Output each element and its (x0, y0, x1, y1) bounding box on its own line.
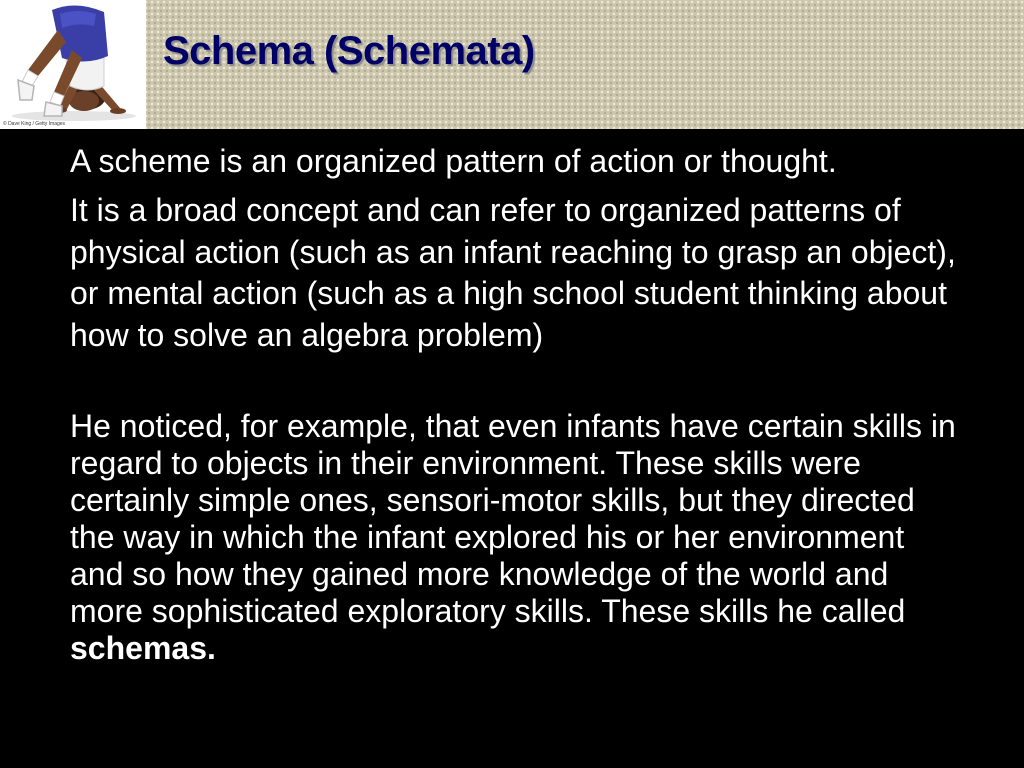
photo-credit: © Dave King / Getty Images (3, 121, 66, 127)
paragraph-infant-skills (70, 408, 960, 667)
slide-body (70, 140, 960, 667)
child-figure-illustration (0, 0, 146, 129)
slide-title: Schema (Schemata) (163, 29, 535, 73)
child-handstand-photo (0, 0, 146, 129)
paragraph-broad-concept: It is a broad concept and can refer to organized patterns of physical action (such as an infant reaching to grasp an object), or mental action (such as a high school student thinking about how to solve an algebra problem) (70, 192, 956, 353)
paragraph-infant-skills-text: He noticed, for example, that even infants have certain skills in regard to objects in their environment. These skills were certainly simple ones, sensori-motor skills, but they directed the way in which the infant explored his or her environment and so how they gained more knowledge of the world and more sophisticated exploratory skills. These skills he called (70, 408, 956, 629)
emphasis-schemas: schemas. (70, 630, 216, 666)
header-banner (0, 0, 1024, 129)
paragraph-scheme-definition: A scheme is an organized pattern of action or thought. (70, 143, 837, 179)
